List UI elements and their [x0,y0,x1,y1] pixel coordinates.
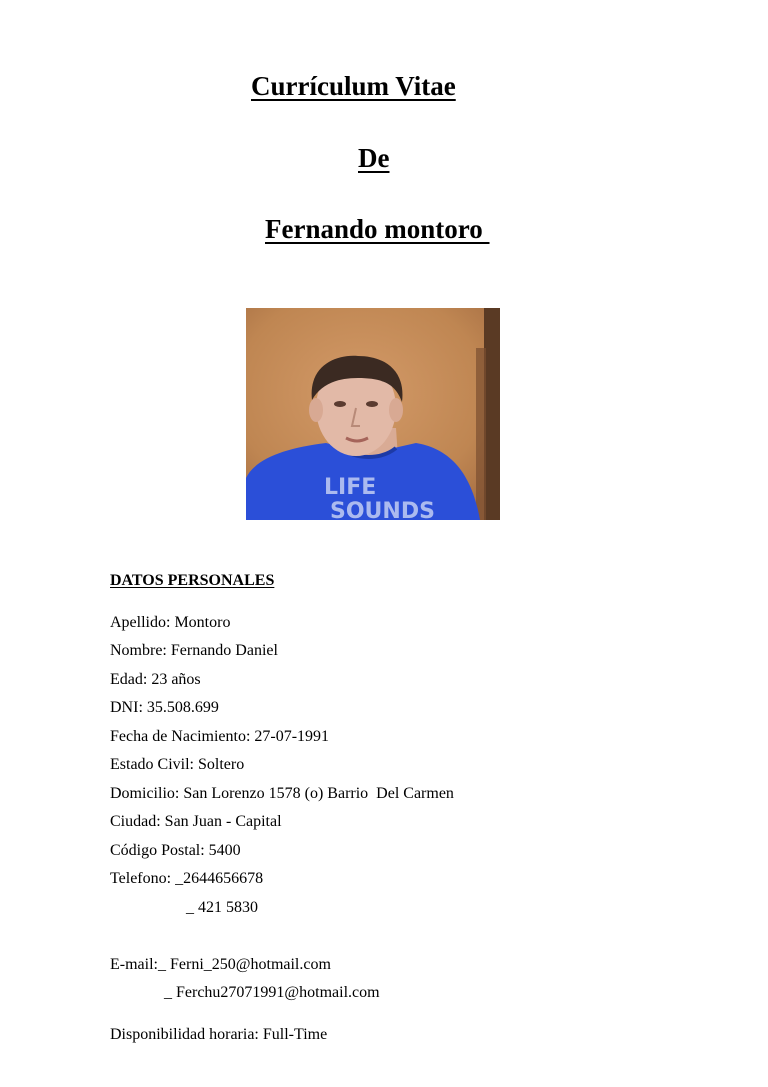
cv-title: Currículum Vitae [251,71,456,101]
codigo-postal-line: Código Postal: 5400 [110,842,241,859]
email-line: E-mail:_ Ferni_250@hotmail.com [110,956,331,973]
edad-line: Edad: 23 años [110,671,201,688]
dni-line: DNI: 35.508.699 [110,699,219,716]
telefono-line: Telefono: _2644656678 [110,870,264,887]
domicilio-line: Domicilio: San Lorenzo 1578 (o) Barrio Del Carmen [110,785,454,802]
svg-text:SOUNDS: SOUNDS [330,499,435,520]
apellido-line: Apellido: Montoro [110,614,231,631]
nombre-line: Nombre: Fernando Daniel [110,642,278,659]
cv-name-title: Fernando montoro [265,214,490,244]
profile-photo [246,308,500,520]
disponibilidad-line: Disponibilidad horaria: Full-Time [110,1026,328,1043]
fecha-nacimiento-line: Fecha de Nacimiento: 27-07-1991 [110,728,330,745]
svg-text:LIFE: LIFE [324,475,377,500]
ciudad-line: Ciudad: San Juan - Capital [110,813,282,830]
email-line-2: _ Ferchu27071991@hotmail.com [164,984,380,1001]
cv-title-de: De [358,143,390,173]
section-title-datos-personales: DATOS PERSONALES [110,572,275,589]
estado-civil-line: Estado Civil: Soltero [110,756,245,773]
telefono-line-2: _ 421 5830 [186,899,258,916]
